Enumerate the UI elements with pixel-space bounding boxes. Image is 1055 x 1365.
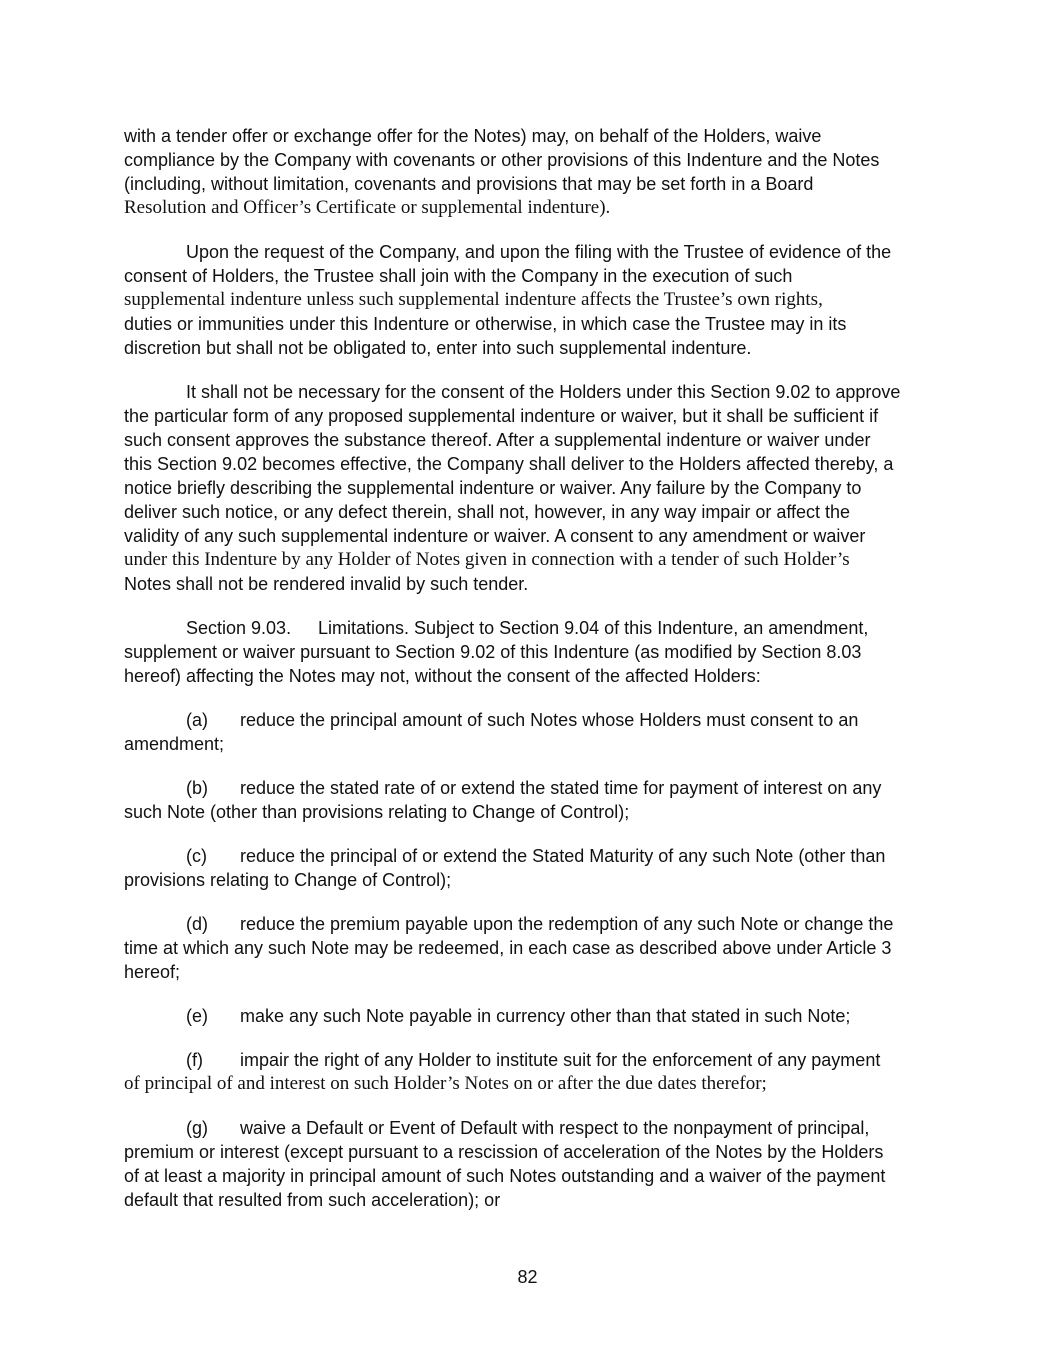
item-first-line bbox=[124, 1048, 934, 1072]
item-first-line bbox=[124, 776, 934, 800]
text-line: provisions relating to Change of Control); bbox=[124, 870, 452, 890]
list-item bbox=[124, 776, 934, 824]
text-line: Upon the request of the Company, and upon the filing with the Trustee of evidence of the bbox=[186, 242, 892, 262]
item-first-line bbox=[124, 844, 934, 868]
text-line: validity of any such supplemental indenture or waiver. A consent to any amendment or waiver bbox=[124, 526, 866, 546]
text-line: consent of Holders, the Trustee shall join with the Company in the execution of such bbox=[124, 266, 793, 286]
item-label: (f) bbox=[186, 1050, 203, 1070]
paragraph-trustee-joinder bbox=[124, 240, 934, 360]
text-line: compliance by the Company with covenants or other provisions of this Indenture and the Notes bbox=[124, 150, 880, 170]
text-line: supplement or waiver pursuant to Section 9.02 of this Indenture (as modified by Section 8.03 bbox=[124, 642, 862, 662]
list-item bbox=[124, 912, 934, 984]
item-label: (e) bbox=[186, 1006, 208, 1026]
text-line: hereof) affecting the Notes may not, without the consent of the affected Holders: bbox=[124, 666, 761, 686]
item-label: (a) bbox=[186, 710, 208, 730]
list-item bbox=[124, 1004, 934, 1028]
item-label: (d) bbox=[186, 914, 208, 934]
text-line: It shall not be necessary for the consent of the Holders under this Section 9.02 to approve bbox=[186, 382, 901, 402]
text-line: with a tender offer or exchange offer for the Notes) may, on behalf of the Holders, waive bbox=[124, 126, 822, 146]
text-line: (including, without limitation, covenants and provisions that may be set forth in a Board bbox=[124, 174, 814, 194]
item-label: (g) bbox=[186, 1118, 208, 1138]
text-line: deliver such notice, or any defect therein, shall not, however, in any way impair or affect the bbox=[124, 502, 851, 522]
section-9-03 bbox=[124, 616, 934, 688]
item-text: reduce the principal amount of such Notes whose Holders must consent to an bbox=[240, 710, 859, 730]
text-line: of principal of and interest on such Holder’s Notes on or after the due dates therefor; bbox=[124, 1073, 767, 1094]
text-line: hereof; bbox=[124, 962, 181, 982]
list-item bbox=[124, 1048, 934, 1096]
text-line: time at which any such Note may be redeemed, in each case as described above under Article 3 bbox=[124, 938, 892, 958]
paragraph-waiver-continuation bbox=[124, 124, 934, 220]
item-text: waive a Default or Event of Default with respect to the nonpayment of principal, bbox=[240, 1118, 870, 1138]
text-line: of at least a majority in principal amount of such Notes outstanding and a waiver of the payment bbox=[124, 1166, 886, 1186]
text-line: under this Indenture by any Holder of Notes given in connection with a tender of such Holder’s bbox=[124, 549, 850, 570]
text-line: such consent approves the substance thereof. After a supplemental indenture or waiver under bbox=[124, 430, 871, 450]
text-line: this Section 9.02 becomes effective, the Company shall deliver to the Holders affected thereby, a bbox=[124, 454, 894, 474]
list-item bbox=[124, 844, 934, 892]
item-first-line bbox=[124, 1004, 934, 1028]
list-item bbox=[124, 1116, 934, 1212]
text-line: amendment; bbox=[124, 734, 225, 754]
item-label: (b) bbox=[186, 778, 208, 798]
item-text: impair the right of any Holder to institute suit for the enforcement of any payment bbox=[240, 1050, 881, 1070]
section-heading-text: Limitations. Subject to Section 9.04 of this Indenture, an amendment, bbox=[318, 618, 869, 638]
item-first-line bbox=[124, 912, 934, 936]
section-label: Section 9.03. bbox=[186, 618, 292, 638]
text-line: supplemental indenture unless such supplemental indenture affects the Trustee’s own rights, bbox=[124, 289, 823, 310]
item-text: reduce the stated rate of or extend the stated time for payment of interest on any bbox=[240, 778, 882, 798]
text-line: discretion but shall not be obligated to, enter into such supplemental indenture. bbox=[124, 338, 752, 358]
text-line: Notes shall not be rendered invalid by such tender. bbox=[124, 574, 529, 594]
text-line: duties or immunities under this Indenture or otherwise, in which case the Trustee may in its bbox=[124, 314, 847, 334]
item-label: (c) bbox=[186, 846, 207, 866]
item-text: reduce the principal of or extend the Stated Maturity of any such Note (other than bbox=[240, 846, 886, 866]
text-line: default that resulted from such acceleration); or bbox=[124, 1190, 501, 1210]
document-page bbox=[124, 124, 934, 1232]
item-first-line bbox=[124, 708, 934, 732]
item-text: make any such Note payable in currency other than that stated in such Note; bbox=[240, 1006, 851, 1026]
text-line: notice briefly describing the supplemental indenture or waiver. Any failure by the Company to bbox=[124, 478, 862, 498]
text-line: Resolution and Officer’s Certificate or supplemental indenture). bbox=[124, 197, 611, 218]
list-item bbox=[124, 708, 934, 756]
item-first-line bbox=[124, 1116, 934, 1140]
text-line: the particular form of any proposed supplemental indenture or waiver, but it shall be sufficient if bbox=[124, 406, 879, 426]
text-line: such Note (other than provisions relating to Change of Control); bbox=[124, 802, 630, 822]
paragraph-consent-form bbox=[124, 380, 934, 596]
text-line: premium or interest (except pursuant to a rescission of acceleration of the Notes by the Holders bbox=[124, 1142, 884, 1162]
page-number: 82 bbox=[517, 1267, 538, 1287]
section-first-line bbox=[124, 616, 934, 640]
item-text: reduce the premium payable upon the redemption of any such Note or change the bbox=[240, 914, 894, 934]
